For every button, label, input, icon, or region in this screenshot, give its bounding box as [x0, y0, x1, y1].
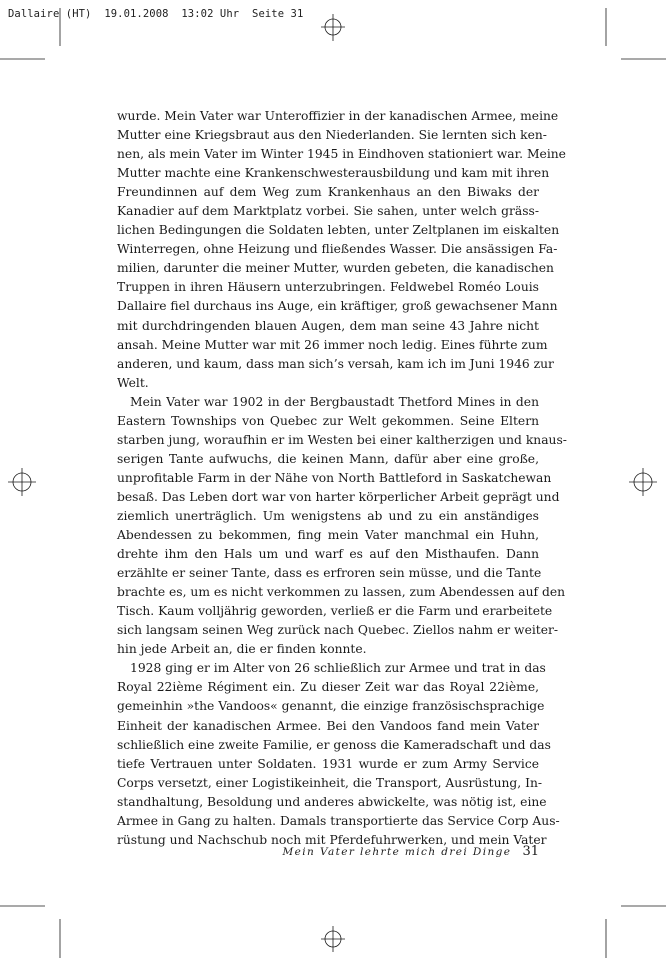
- text-line: tiefe Vertrauen unter Soldaten. 1931 wurde er zum Army Service: [117, 756, 539, 771]
- text-line: schließlich eine zweite Familie, er genoss die Kameradschaft und das: [117, 737, 551, 752]
- body-text: [117, 107, 567, 850]
- running-title: Mein Vater lehrte mich drei Dinge: [282, 846, 512, 858]
- text-line: lichen Bedingungen die Soldaten lebten, unter Zeltplanen im eiskalten: [117, 223, 560, 238]
- text-line: Einheit der kanadischen Armee. Bei den Vandoos fand mein Vater: [117, 718, 539, 733]
- registration-mark-bottom: [321, 926, 345, 952]
- text-line: Truppen in ihren Häusern unterzubringen. Feldwebel Roméo Louis: [117, 280, 539, 295]
- text-line: ansah. Meine Mutter war mit 26 immer noch ledig. Eines führte zum: [117, 337, 548, 352]
- text-line: drehte ihm den Hals um und warf es auf den Misthaufen. Dann: [117, 547, 539, 562]
- text-line: erzählte er seiner Tante, dass es erfroren sein müsse, und die Tante: [117, 566, 542, 581]
- text-line: wurde. Mein Vater war Unteroffizier in der kanadischen Armee, meine: [117, 109, 559, 123]
- registration-mark-right: [629, 468, 657, 496]
- text-line: unprofitable Farm in der Nähe von North Battleford in Saskatchewan: [117, 470, 552, 485]
- text-line: 1928 ging er im Alter von 26 schließlich zur Armee und trat in das: [130, 661, 546, 676]
- text-line: Mein Vater war 1902 in der Bergbaustadt Thetford Mines in den: [130, 394, 539, 409]
- text-line: Winterregen, ohne Heizung und fließendes Wasser. Die ansässigen Fa-: [117, 242, 558, 257]
- registration-mark-left: [8, 468, 36, 496]
- text-line: Tisch. Kaum volljährig geworden, verließ er die Farm und erarbeitete: [117, 604, 553, 619]
- page-footer: [117, 840, 539, 859]
- text-line: Corps versetzt, einer Logistikeinheit, die Transport, Ausrüstung, In-: [117, 775, 543, 790]
- text-line: milien, darunter die meiner Mutter, wurden gebeten, die kanadischen: [117, 261, 554, 276]
- text-line: sich langsam seinen Weg zurück nach Quebec. Ziellos nahm er weiter-: [117, 623, 559, 638]
- text-line: Freundinnen auf dem Weg zum Krankenhaus an den Biwaks der: [117, 185, 539, 200]
- print-slug: Dallaire (HT) 19.01.2008 13:02 Uhr Seite 31: [8, 8, 304, 20]
- text-line: brachte es, um es nicht verkommen zu lassen, zum Abendessen auf den: [117, 585, 566, 600]
- text-line: Mutter machte eine Krankenschwesterausbildung und kam mit ihren: [117, 166, 550, 181]
- text-line: standhaltung, Besoldung und anderes abwickelte, was nötig ist, eine: [117, 794, 547, 809]
- text-line: Dallaire fiel durchaus ins Auge, ein kräftiger, groß gewachsener Mann: [117, 299, 558, 314]
- text-line: Welt.: [117, 375, 149, 390]
- text-line: rüstung und Nachschub noch mit Pferdefuhrwerken, und mein Vater: [117, 832, 547, 847]
- text-line: Eastern Townships von Quebec zur Welt gekommen. Seine Eltern: [117, 413, 539, 428]
- text-line: Royal 22ième Régiment ein. Zu dieser Zeit war das Royal 22ième,: [117, 680, 539, 695]
- text-line: hin jede Arbeit an, die er finden konnte.: [117, 642, 367, 657]
- text-line: anderen, und kaum, dass man sich’s versah, kam ich im Juni 1946 zur: [117, 356, 554, 371]
- registration-mark-top: [321, 14, 345, 41]
- text-line: Abendessen zu bekommen, fing mein Vater manchmal ein Huhn,: [117, 528, 539, 543]
- text-line: ziemlich unerträglich. Um wenigstens ab und zu ein anständiges: [117, 508, 539, 523]
- text-line: starben jung, woraufhin er im Westen bei einer kaltherzigen und knaus-: [117, 432, 567, 447]
- page-number: 31: [522, 844, 539, 859]
- text-line: serigen Tante aufwuchs, die keinen Mann, dafür aber eine große,: [117, 451, 539, 466]
- text-line: besaß. Das Leben dort war von harter körperlicher Arbeit geprägt und: [117, 489, 560, 504]
- text-line: mit durchdringenden blauen Augen, dem man seine 43 Jahre nicht: [117, 318, 539, 333]
- text-line: nen, als mein Vater im Winter 1945 in Eindhoven stationiert war. Meine: [117, 147, 566, 162]
- text-line: Kanadier auf dem Marktplatz vorbei. Sie sahen, unter welch gräss-: [117, 204, 539, 219]
- text-line: Mutter eine Kriegsbraut aus den Niederlanden. Sie lernten sich ken-: [117, 128, 547, 143]
- text-line: gemeinhin »the Vandoos« genannt, die einzige französischsprachige: [117, 699, 545, 714]
- text-line: Armee in Gang zu halten. Damals transportierte das Service Corp Aus-: [117, 813, 560, 828]
